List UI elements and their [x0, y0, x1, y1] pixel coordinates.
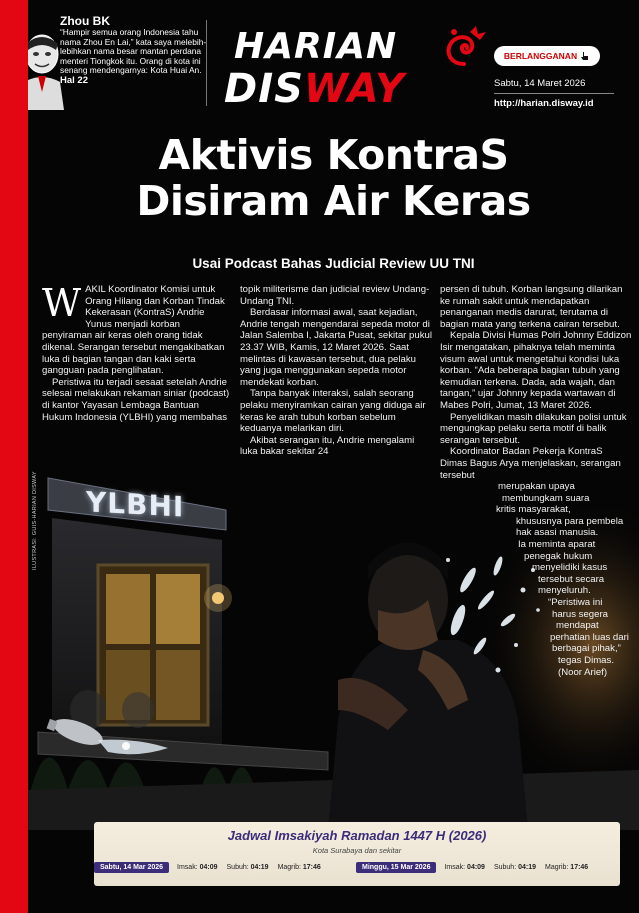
subscribe-label: BERLANGGANAN [503, 51, 578, 61]
article-paragraph: Tanpa banyak interaksi, salah seorang pelaku menyiramkan cairan yang diduga air keras ke arah tubuh korban sebelum keduanya melarikan diri. [240, 388, 426, 435]
article-paragraph: Kepala Divisi Humas Polri Johnny Eddizon Isir mengatakan, pihaknya telah meminta visum awal untuk mengetahui kondisi luka korban. “Ada beberapa bagian tubuh yang kemudian terkena. Dada, ada wajah, dan tangan,” ujar Johnny kepada wartawan di Mabes Polri, Jumat, 13 Maret 2026. [440, 330, 632, 411]
header-divider [206, 20, 207, 106]
article-paragraph: Berdasar informasi awal, saat kejadian, Andrie tengah mengendarai sepeda motor di Jalan Salemba I, Jakarta Pusat, sekitar pukul 23.37 WIB, Kamis, 12 Maret 2026. Saat melintas di kawasan tersebut, dua pelaku yang juga menggunakan sepeda motor mendekati korban. [240, 307, 432, 388]
hand-pointer-icon [580, 51, 590, 61]
headline [28, 132, 639, 224]
article-wrap-text: merupakan upaya membungkam suara kritis masyarakat, khususnya para pembela hak asasi manusia. Ia meminta aparat penegak hukum menyelidiki kasus tersebut secara menyeluruh. “Peristiwa ini harus segera mendapat perhatian luas dari berbagai pihak,” tegas Dimas. (Noor Arief) [496, 481, 629, 678]
article-paragraph: Akibat serangan itu, Andrie mengalami luka bakar sekitar 24 [240, 434, 415, 458]
logo-dis: DIS [224, 66, 304, 112]
article-paragraph: Peristiwa itu terjadi sesaat setelah Andrie selesai melakukan rekaman siniar (podcast) di kantor Yayasan Lembaga Bantuan Hukum Indonesia (YLBHI) yang membahas [42, 376, 230, 423]
harian-disway-logo[interactable] [224, 26, 484, 112]
site-url-link[interactable]: http://harian.disway.id [494, 98, 594, 109]
article-paragraph: persen di tubuh. Korban langsung dilarikan ke rumah sakit untuk mendapatkan penanganan medis darurat, terutama di bagian mata yang terkena cairan tersebut. [440, 284, 623, 330]
dropcap: W [42, 281, 82, 325]
zhou-portrait-icon [28, 30, 64, 110]
imsak-time: Imsak: 04:09 [444, 864, 485, 871]
headline-line-2: Disiram Air Keras [136, 177, 531, 225]
logo-harian: HARIAN [234, 26, 398, 67]
zhou-text-block [60, 14, 210, 86]
zhou-page-ref[interactable]: Hal 22 [60, 74, 88, 86]
imsak-time: Imsak: 04:09 [177, 864, 218, 871]
ramadan-date-pill: Minggu, 15 Mar 2026 [356, 862, 436, 873]
ylbhi-sign: YLBHI [86, 485, 185, 524]
zhou-name: Zhou BK [60, 14, 110, 28]
date-divider [494, 93, 614, 94]
subuh-time: Subuh: 04:19 [226, 864, 269, 871]
ramadan-title: Jadwal Imsakiyah Ramadan 1447 H (2026) [227, 828, 487, 843]
magrib-time: Magrib: 17:46 [277, 864, 321, 871]
subheadline: Usai Podcast Bahas Judicial Review UU TNI [192, 256, 475, 271]
newspaper-front-page [28, 0, 639, 913]
logo-way: WAY [303, 66, 405, 112]
article-paragraph: Koordinator Badan Pekerja KontraS Dimas Bagus Arya menjelaskan, serangan tersebut [440, 446, 621, 481]
article-column-1 [42, 281, 230, 423]
ramadan-date-pill: Sabtu, 14 Mar 2026 [94, 862, 169, 873]
article-column-2 [240, 284, 432, 458]
article-paragraph: Penyelidikan masih dilakukan polisi untuk mengungkap pelaku serta motif di balik serangan tersebut. [440, 411, 627, 446]
headline-line-1: Aktivis KontraS [158, 131, 509, 179]
magrib-time: Magrib: 17:46 [545, 864, 589, 871]
zhou-quote: “Hampir semua orang Indonesia tahu nama Zhou En Lai,” kata saya melebih-lebihkan nama besar mantan perdana menteri Tiongkok itu. Orang di kota ini senang mendengarnya: Kota Huai An. [60, 27, 207, 76]
ramadan-day-1 [94, 860, 330, 875]
subuh-time: Subuh: 04:19 [493, 864, 536, 871]
ramadan-day-2 [356, 860, 597, 875]
left-red-bar [0, 0, 28, 913]
article-paragraph: topik militerisme dan judicial review Undang-Undang TNI. [240, 284, 430, 307]
zhou-teaser[interactable] [28, 14, 208, 124]
ramadan-subtitle: Kota Surabaya dan sekitar [312, 846, 402, 855]
illustration-credit: ILUSTRASI: GUIS-HARIAN DISWAY [32, 471, 38, 570]
logo-disway [224, 66, 405, 112]
dragon-swirl-icon [440, 24, 488, 68]
subscribe-button[interactable] [494, 46, 600, 66]
ramadan-schedule-banner [94, 822, 620, 886]
issue-date: Sabtu, 14 Maret 2026 [494, 78, 586, 89]
article-paragraph: WAKIL Koordinator Komisi untuk Orang Hilang dan Korban Tindak Kekerasan (KontraS) Andrie Yunus menjadi korban penyiraman air keras oleh orang tidak dikenal. Serangan tersebut mengakibatkan luka di bagian tangan dan kaki serta gangguan pada penglihatan. [42, 281, 225, 377]
article-column-3 [440, 284, 632, 678]
